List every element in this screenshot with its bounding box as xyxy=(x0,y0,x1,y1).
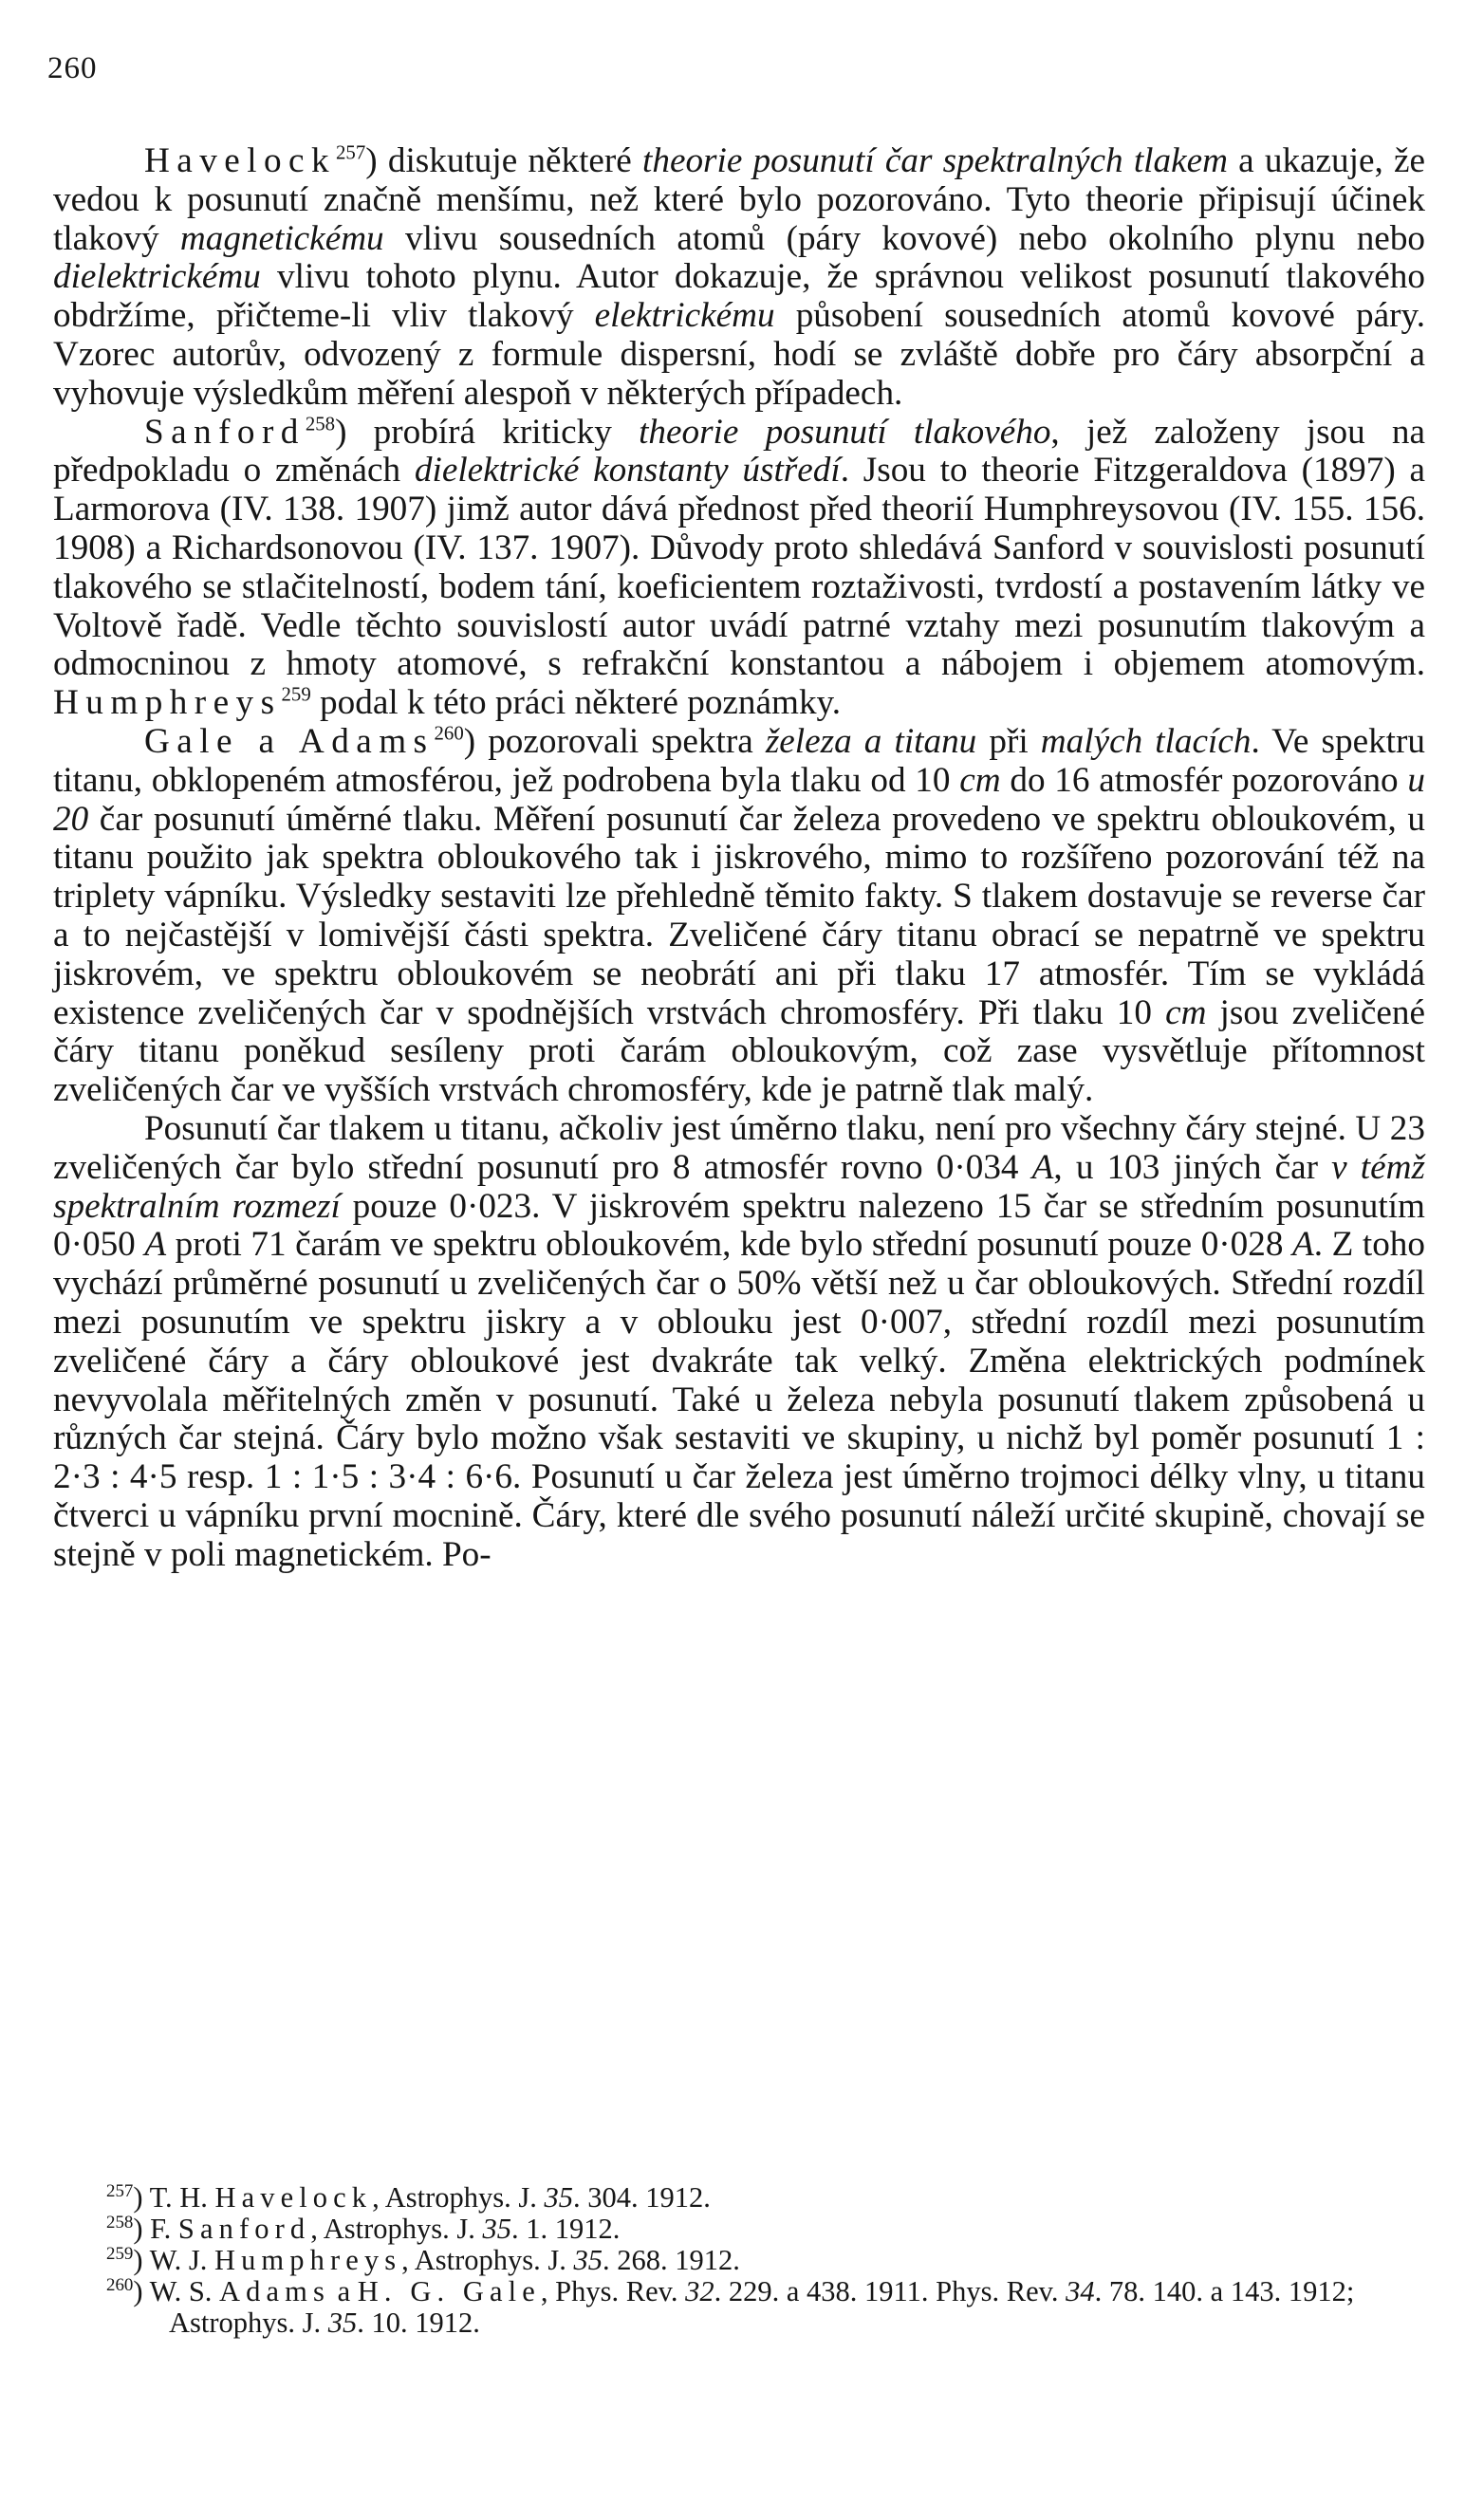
author-name: Gale a Adams xyxy=(144,721,435,761)
footnotes xyxy=(63,2182,1425,2339)
page-number: 260 xyxy=(47,51,98,85)
footnote-mark: 260 xyxy=(106,2274,134,2295)
body-text xyxy=(53,142,1425,1574)
author-name: Sanford xyxy=(144,412,306,452)
footnote-ref: 257 xyxy=(336,140,366,164)
footnote-mark: 258 xyxy=(106,2212,134,2233)
paragraph-sanford: Sanford$^{258}$) probírá kriticky theorie posunutí tlakového, jež založeny jsou na předpokladu o změnách dielektrické konstanty ústředí. Jsou to theorie Fitzgeraldova (1897) a Larmorova (IV. 138. 1907) jimž autor dává přednost před theorií Humphreysovou (IV. 155. 156. 1908) a Richardsonovou (IV. 137. 1907). Důvody proto shledává Sanford v souvislosti posunutí tlakového se stlačitelností, bodem tání, koeficientem roztaživosti, tvrdostí a postavením látky ve Voltově řadě. Vedle těchto souvislostí autor uvádí patrné vztahy mezi posunutím tlakovým a odmocninou z hmoty atomové, s refrakční konstantou a nábojem i objemem atomovým. Humphreys$^{259}$ podal k této práci některé poznámky. xyxy=(53,412,1426,723)
footnote-mark: 257 xyxy=(106,2180,134,2201)
footnote-mark: 259 xyxy=(106,2243,134,2264)
author-name: Humphreys xyxy=(53,683,282,723)
footnote-ref: 259 xyxy=(281,682,311,706)
footnote-260: $^{260}$) W. S. Adams a H. G. Gale, Phys. Rev. 32. 229. a 438. 1911. Phys. Rev. 34. 78. 140. a 143. 1912; Astrophys. J. 35. 10. 1912. xyxy=(106,2274,1355,2339)
footnote-ref: 258 xyxy=(305,412,336,435)
footnote-259: $^{259}$) W. J. Humphreys, Astrophys. J. 35. 268. 1912. xyxy=(106,2243,740,2276)
footnote-257: $^{257}$) T. H. Havelock, Astrophys. J. 35. 304. 1912. xyxy=(106,2180,711,2214)
paragraph-gale-adams: Gale a Adams$^{260}$) pozorovali spektra železa a titanu při malých tlacích. Ve spektru titanu, obklopeném atmosférou, jež podrobena byla tlaku od 10 cm do 16 atmosfér pozorováno u 20 čar posunutí úměrné tlaku. Měření posunutí čar železa provedeno ve spektru obloukovém, u titanu použito jak spektra obloukového tak i jiskrového, mimo to rozšířeno pozorování též na triplety vápníku. Výsledky sestaviti lze přehledně těmito fakty. S tlakem dostavuje se reverse čar a to nejčastější v lomivější části spektra. Zveličené čáry titanu obrací se nepatrně ve spektru jiskrovém, ve spektru obloukovém se neobrátí ani při tlaku 17 atmosfér. Tím se vykládá existence zveličených čar v spodnějších vrstvách chromosféry. Při tlaku 10 cm jsou zveličené čáry titanu poněkud sesíleny proti čarám obloukovým, což zase vysvětluje přítomnost zveličených čar ve vyšších vrstvách chromosféry, kde je patrně tlak malý. xyxy=(53,721,1425,1110)
footnote-ref: 260 xyxy=(434,721,464,745)
paragraph-havelock: Havelock$^{257}$) diskutuje některé theorie posunutí čar spektralných tlakem a ukazuje, že vedou k posunutí značně menšímu, než které bylo pozorováno. Tyto theorie připisují účinek tlakový magnetickému vlivu sousedních atomů (páry kovové) nebo okolního plynu nebo dielektrickému vlivu tohoto plynu. Autor dokazuje, že správnou velikost posunutí tlakového obdržíme, přičteme-li vliv tlakový elektrickému působení sousedních atomů kovové páry. Vzorec autorův, odvozený z formule dispersní, hodí se zvláště dobře pro čáry absorpční a vyhovuje výsledkům měření alespoň v některých případech. xyxy=(53,140,1426,413)
paragraph-titan-shift: Posunutí čar tlakem u titanu, ačkoliv jest úměrno tlaku, není pro všechny čáry stejné. U 23 zveličených čar bylo střední posunutí pro 8 atmosfér rovno 0·034 A, u 103 jiných čar v témž spektralním rozmezí pouze 0·023. V jiskrovém spektru nalezeno 15 čar se středním posunutím 0·050 A proti 71 čarám ve spektru obloukovém, kde bylo střední posunutí pouze 0·028 A. Z toho vychází průměrné posunutí u zveličených čar o 50% větší než u čar obloukových. Střední rozdíl mezi posunutím ve spektru jiskry a v oblouku jest 0·007, střední rozdíl mezi posunutím zveličené čáry a čáry obloukové jest dvakráte tak velký. Změna elektrických podmínek nevyvolala měřitelných změn v posunutí. Také u železa nebyla posunutí tlakem způsobená u různých čar stejná. Čáry bylo možno však sestaviti ve skupiny, u nichž byl poměr posunutí 1 : 2·3 : 4·5 resp. 1 : 1·5 : 3·4 : 6·6. Posunutí u čar železa jest úměrno trojmoci délky vlny, u titanu čtverci u vápníku první mocnině. Čáry, které dle svého posunutí náleží určité skupině, chovají se stejně v poli magnetickém. Po- xyxy=(53,1108,1425,1574)
author-name: Havelock xyxy=(144,141,337,180)
footnote-258: $^{258}$) F. Sanford, Astrophys. J. 35. 1. 1912. xyxy=(106,2212,621,2245)
